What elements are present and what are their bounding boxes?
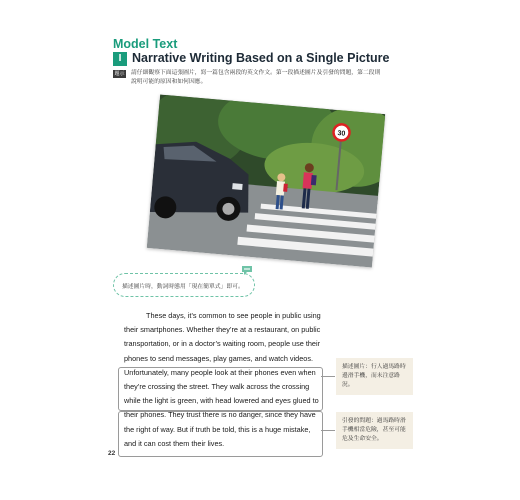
speed-sign-value: 30	[337, 130, 346, 138]
street-crossing-photo	[147, 94, 386, 267]
side-note-description: 描述圖片：行人過馬路時邊滑手機，而未注意路況。	[336, 358, 413, 395]
connector-line	[321, 430, 335, 431]
connector-line	[321, 376, 335, 377]
tip-text: 描述圖片時，動詞時態用「現在簡單式」即可。	[122, 284, 244, 290]
instruction-text: 請仔細觀察下面這張圖片，寫一篇包含兩段的英文作文。第一段描述圖片及引發的問題，第二段則說明可能的原因和如何因應。	[131, 70, 381, 85]
highlight-box-problem	[118, 411, 323, 457]
section-number-badge: I	[113, 52, 127, 66]
model-text-heading: Model Text	[113, 37, 178, 51]
highlight-box-description	[118, 367, 323, 411]
section-title: Narrative Writing Based on a Single Picture	[132, 51, 390, 65]
side-note-problem: 引發的問題：過馬路時滑手機相當危險，甚至可能危及生命安全。	[336, 412, 413, 449]
photo-illustration	[147, 94, 386, 267]
passage-paragraph: These days, it’s common to see people in public using their smartphones. Whether they’re at a restaurant, on public transportation, or in a doctor’s waiting room, people use their phones to send messages, play games, and watch videos. Unfortunately, many people look at their phones even when they’re crossing the street. They walk across the crossing while the light is green, with head lowered and eyes glued to their phones. They trust there is no danger, since they have the right of way. But if truth be told, this is a huge mistake, and it can cost them their lives.	[124, 311, 321, 448]
page-number: 22	[108, 450, 116, 457]
instruction-tag: 題示	[114, 71, 125, 77]
speech-bubble-icon	[240, 264, 254, 276]
